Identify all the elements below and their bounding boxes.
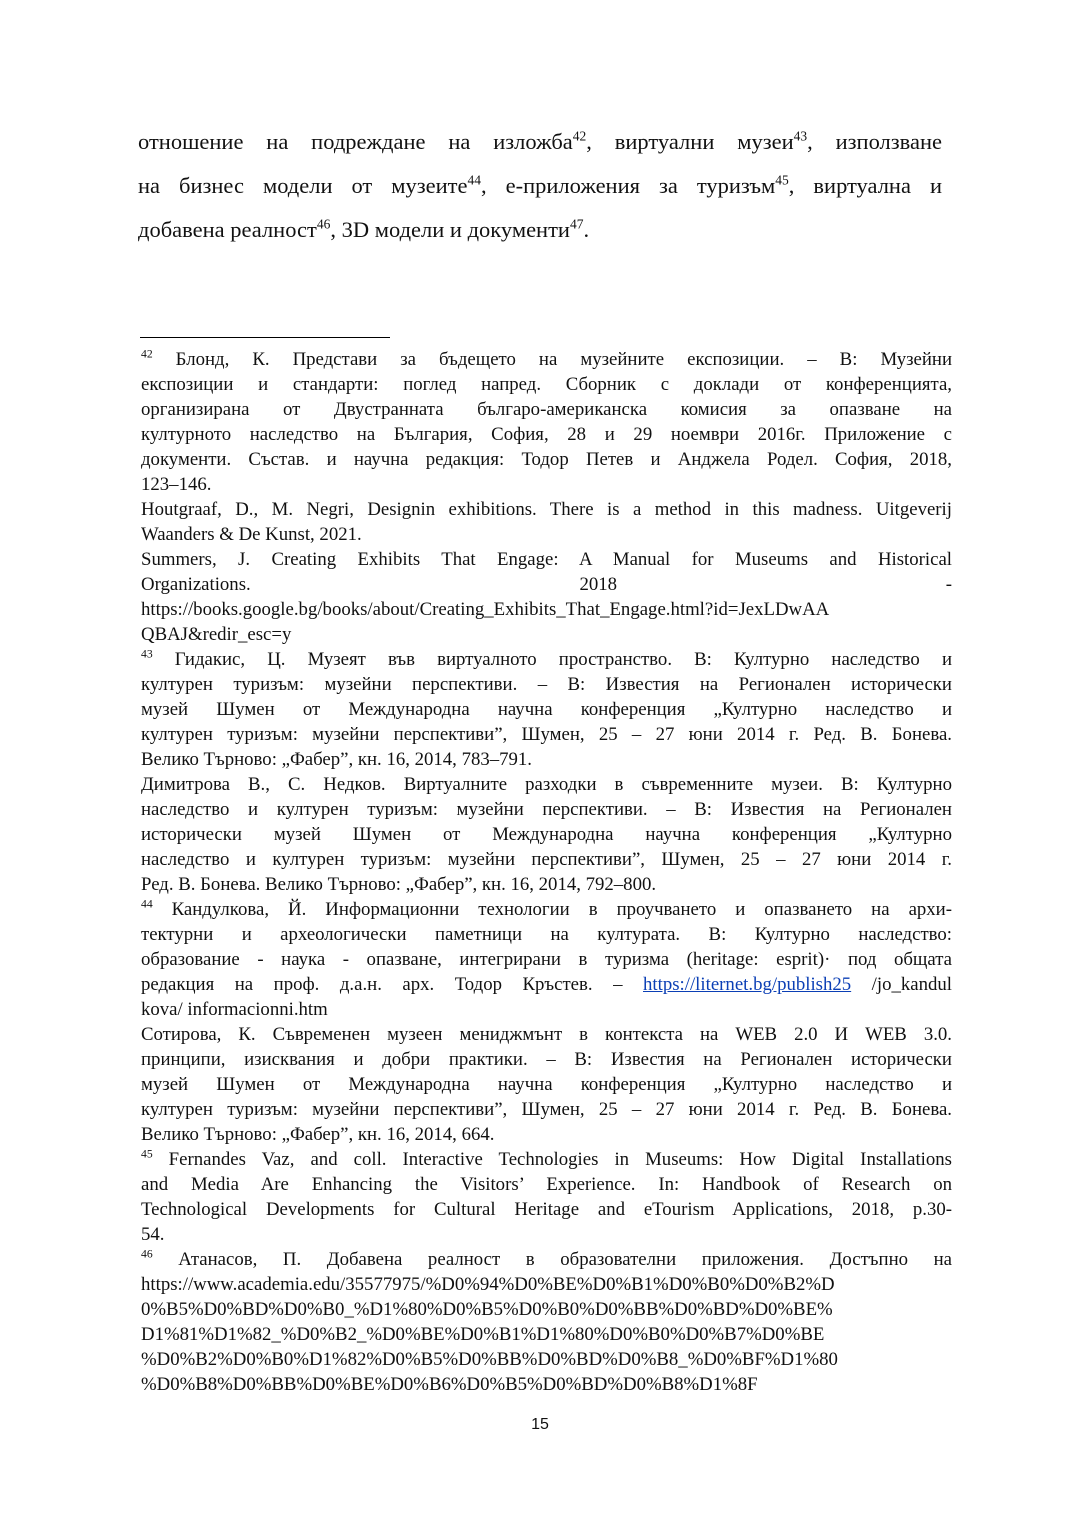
- footnote-text: Organizations.: [141, 574, 251, 595]
- footnote-text: редакция на проф. д.а.н. арх. Тодор Кръстев. –: [141, 974, 643, 995]
- footnote-ref-44[interactable]: 44: [467, 172, 481, 188]
- footnote-number: 42: [141, 347, 153, 361]
- footnote-text: Атанасов, П. Добавена реалност в образователни приложения. Достъпно на: [152, 1249, 952, 1270]
- footnote-line: образование - наука - опазване, интегрирани в туризма (heritage: esprit)· под общата: [141, 949, 952, 970]
- footnote-url-line: 0%B5%D0%BD%D0%B0_%D1%80%D0%B5%D0%B0%D0%BB%D0%BD%D0%BE%: [141, 1299, 833, 1320]
- footnote-url-line: %D0%B2%D0%B0%D1%82%D0%B5%D0%BB%D0%BD%D0%B8_%D0%BF%D1%80: [141, 1349, 838, 1370]
- footnote-line: [141, 1147, 952, 1172]
- footnote-line: [141, 1247, 952, 1272]
- paragraph-line-1: [138, 120, 942, 164]
- footnote-url-line: QBAJ&redir_esc=y: [141, 624, 292, 645]
- footnote-ref-47[interactable]: 47: [569, 216, 584, 232]
- footnote-line: културното наследство на България, София, 28 и 29 ноември 2016г. Приложение с: [141, 424, 952, 445]
- footnote-line: Waanders & De Kunst, 2021.: [141, 524, 362, 545]
- footnote-number: 45: [141, 1147, 153, 1161]
- footnote-text: -: [945, 574, 952, 595]
- liternet-link[interactable]: https://liternet.bg/publish25: [643, 974, 852, 995]
- footnote-line: Велико Търново: „Фабер”, кн. 16, 2014, 783–791.: [141, 749, 532, 770]
- footnote-line: and Media Are Enhancing the Visitors’ Experience. In: Handbook of Research on: [141, 1174, 952, 1195]
- text-run: , виртуална и: [788, 173, 942, 198]
- footnote-number: 46: [141, 1247, 153, 1261]
- footnote-line: [141, 347, 952, 372]
- footnote-line: наследство и културен туризъм: музейни перспективи. – В: Известия на Регионален: [141, 799, 952, 820]
- footnote-text: Блонд, К. Представи за бъдещето на музейните експозиции. – В: Музейни: [152, 349, 952, 370]
- footnote-url-line: https://books.google.bg/books/about/Creating_Exhibits_That_Engage.html?id=JexLDwAA: [141, 599, 830, 620]
- footnote-line: принципи, изисквания и добри практики. – В: Известия на Регионален исторически: [141, 1049, 952, 1070]
- footnote-line: Сотирова, К. Съвременен музеен мениджмънт в контекста на WEB 2.0 И WEB 3.0.: [141, 1024, 952, 1045]
- footnote-line: исторически музей Шумен от Международна научна конференция „Културно: [141, 824, 952, 845]
- page-number: 15: [531, 1416, 549, 1433]
- footnote-number: 44: [141, 897, 153, 911]
- footnote-43: [141, 647, 952, 897]
- footnote-line: [141, 572, 952, 597]
- footnote-line: [141, 897, 952, 922]
- text-run: отношение на подреждане на изложба: [138, 129, 573, 154]
- text-run: , 3D модели и документи: [330, 217, 570, 242]
- footnote-line: експозиции и стандарти: поглед напред. Сборник с доклади от конференцията,: [141, 374, 952, 395]
- footnotes-section: [141, 347, 952, 1397]
- footnote-46: [141, 1247, 952, 1397]
- footnote-line: Велико Търново: „Фабер”, кн. 16, 2014, 664.: [141, 1124, 495, 1145]
- footnote-url-line: %D0%B8%D0%BB%D0%BE%D0%B6%D0%B5%D0%BD%D0%B8%D1%8F: [141, 1374, 758, 1395]
- footnote-line: kova/ informacionni.htm: [141, 999, 328, 1020]
- footnote-url-line: https://www.academia.edu/35577975/%D0%94%D0%BE%D0%B1%D0%B0%D0%B2%D: [141, 1274, 835, 1295]
- footnote-text: Fernandes Vaz, and coll. Interactive Technologies in Museums: How Digital Installations: [152, 1149, 952, 1170]
- footnote-line: Technological Developments for Cultural Heritage and eTourism Applications, 2018, p.30-: [141, 1199, 952, 1220]
- footnote-line: културен туризъм: музейни перспективи”, Шумен, 25 – 27 юни 2014 г. Ред. В. Бонева.: [141, 1099, 952, 1120]
- footnote-line: културен туризъм: музейни перспективи. – В: Известия на Регионален исторически: [141, 674, 952, 695]
- footnote-text: Гидакис, Ц. Музеят във виртуалното пространство. В: Културно наследство и: [152, 649, 952, 670]
- footnote-text: /jo_kandul: [851, 974, 952, 995]
- text-run: .: [583, 217, 590, 242]
- text-run: , виртуални музеи: [586, 129, 794, 154]
- text-run: на бизнес модели от музеите: [138, 173, 468, 198]
- footnote-line: тектурни и археологически паметници на културата. В: Културно наследство:: [141, 924, 952, 945]
- footnote-ref-43[interactable]: 43: [793, 128, 808, 144]
- footnote-line: 123–146.: [141, 474, 212, 495]
- footnote-line: музей Шумен от Международна научна конференция „Културно наследство и: [141, 699, 952, 720]
- footnote-text: Кандулкова, Й. Информационни технологии в проучването и опазването на архи-: [152, 899, 952, 920]
- paragraph-line-2: [138, 164, 942, 208]
- footnote-separator: [140, 337, 390, 338]
- footnote-line: музей Шумен от Международна научна конференция „Културно наследство и: [141, 1074, 952, 1095]
- footnote-42: [141, 347, 952, 647]
- footnote-line: 54.: [141, 1224, 165, 1245]
- footnote-ref-42[interactable]: 42: [572, 128, 587, 144]
- footnote-line: документи. Състав. и научна редакция: Тодор Петев и Анджела Родел. София, 2018,: [141, 449, 952, 470]
- footnote-44: [141, 897, 952, 1147]
- footnote-url-line: D1%81%D1%82_%D0%B2_%D0%BE%D0%B1%D1%80%D0%B0%D0%B7%D0%BE: [141, 1324, 825, 1345]
- footnote-line: културен туризъм: музейни перспективи”, Шумен, 25 – 27 юни 2014 г. Ред. В. Бонева.: [141, 724, 952, 745]
- footnote-ref-46[interactable]: 46: [316, 216, 331, 232]
- text-run: , използване: [807, 129, 942, 154]
- footnote-number: 43: [141, 647, 153, 661]
- footnote-line: Houtgraaf, D., M. Negri, Designin exhibitions. There is a method in this madness. Uitgeverij: [141, 499, 952, 520]
- footnote-line: наследство и културен туризъм: музейни перспективи”, Шумен, 25 – 27 юни 2014 г.: [141, 849, 952, 870]
- footnote-line: Ред. В. Бонева. Велико Търново: „Фабер”, кн. 16, 2014, 792–800.: [141, 874, 657, 895]
- footnote-line: организирана от Двустранната българо-американска комисия за опазване на: [141, 399, 952, 420]
- paragraph-line-3: [138, 208, 942, 252]
- footnote-text: 2018: [579, 574, 617, 595]
- footnote-line: Димитрова В., С. Недков. Виртуалните разходки в съвременните музеи. В: Културно: [141, 774, 952, 795]
- footnote-line: [141, 972, 952, 997]
- footnote-ref-45[interactable]: 45: [775, 172, 789, 188]
- main-paragraph: [138, 120, 942, 252]
- text-run: , е-приложения за туризъм: [480, 173, 776, 198]
- text-run: добавена реалност: [138, 217, 317, 242]
- footnote-line: [141, 647, 952, 672]
- footnote-45: [141, 1147, 952, 1247]
- footnote-line: Summers, J. Creating Exhibits That Engage: A Manual for Museums and Historical: [141, 549, 952, 570]
